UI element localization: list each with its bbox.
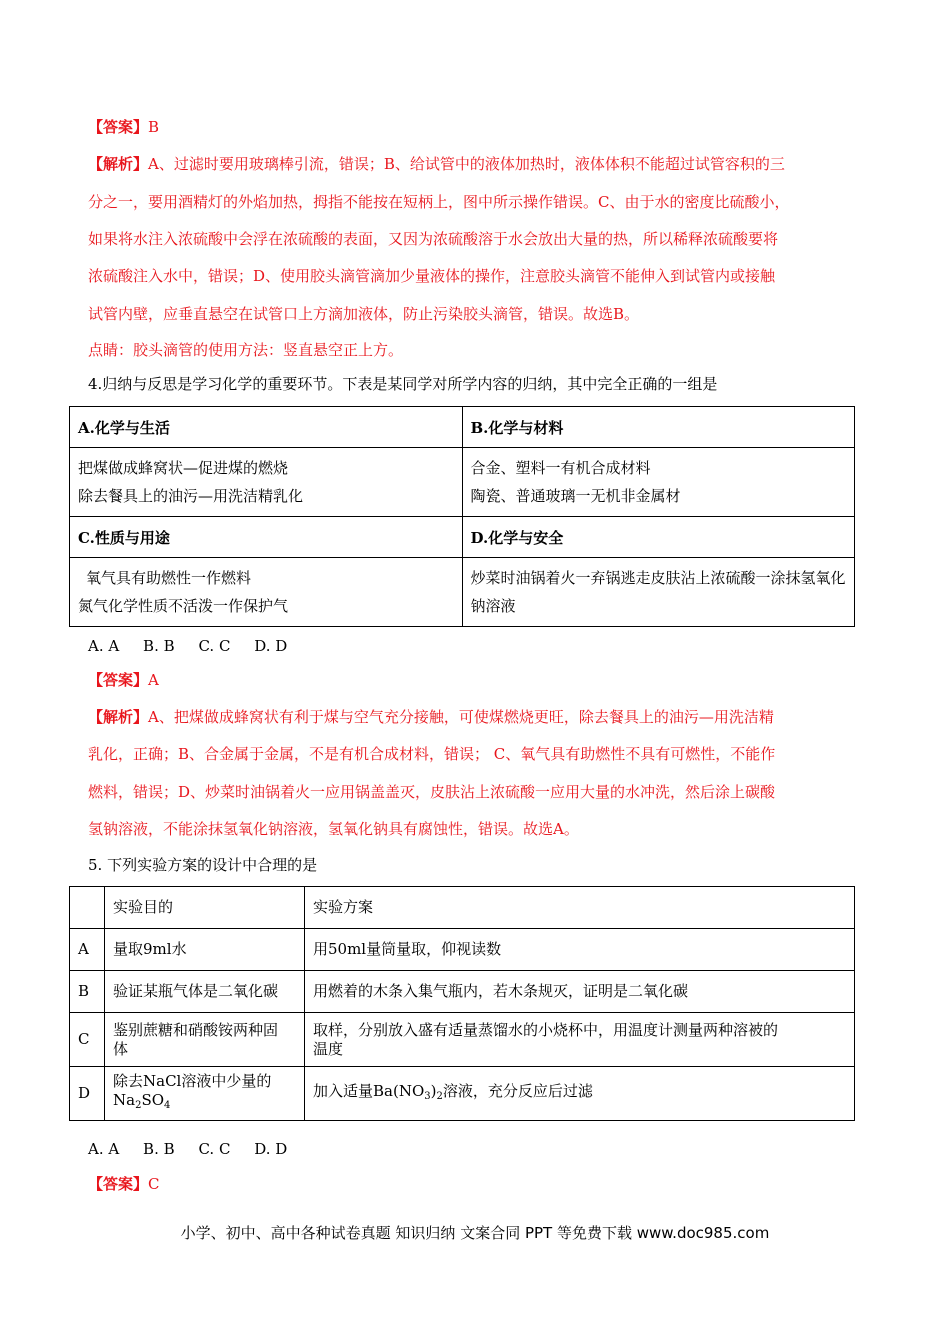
q3-analysis-line-3: 如果将水注入浓硫酸中会浮在浓硫酸的表面，又因为浓硫酸溶于水会放出大量的热，所以稀释浓硫酸要将 [88,230,779,248]
q4-cell-d-body: 炒菜时油锅着火一弃锅逃走皮肤沾上浓硫酸一涂抹氢氧化钠溶液 [462,558,855,627]
q3-analysis-line-2: 分之一，要用酒精灯的外焰加热，拇指不能按在短柄上，图中所示操作错误。C、由于水的密度比硫酸小， [88,193,790,211]
q3-answer [88,117,159,137]
q4-cell-b-body: 合金、塑料一有机合成材料 陶瓷、普通玻璃一无机非金属材 [462,448,855,517]
page-footer: 小学、初中、高中各种试卷真题 知识归纳 文案合同 PPT 等免费下载 www.doc985.com [180,1224,770,1242]
q4-stem: 4.归纳与反思是学习化学的重要环节。下表是某同学对所学内容的归纳，其中完全正确的一组是 [88,375,718,393]
q4-cell-a-body: 把煤做成蜂窝状—促进煤的燃烧 除去餐具上的油污—用洗洁精乳化 [70,448,463,517]
table-row: C 鉴别蔗糖和硝酸铵两种固 体 取样，分别放入盛有适量蒸馏水的小烧杯中，用温度计测量两种溶被的 温度 [70,1013,855,1067]
q5-header-goal: 实验目的 [105,887,305,929]
q5-answer: 【答案】C [88,1175,160,1193]
table-row: A 量取9ml水 用50ml量筒量取，仰视读数 [70,929,855,971]
q4-cell-c-body: 氧气具有助燃性一作燃料 氮气化学性质不活泼一作保护气 [70,558,463,627]
table-row: D 除去NaCl溶液中少量的 $Na_2SO_4$ 加入适量$Ba(NO_3)_2$溶液，充分反应后过滤 [70,1067,855,1121]
q4-answer-value: A [148,671,159,689]
q4-cell-b-title: B.化学与材料 [462,407,855,448]
q3-analysis-line-4: 浓硫酸注入水中，错误；D、使用胶头滴管滴加少量液体的操作，注意胶头滴管不能伸入到试管内或接触 [88,267,776,285]
answer-label: 【答案】 [88,118,149,136]
q3-analysis-line-5: 试管内壁，应垂直悬空在试管口上方滴加液体，防止污染胶头滴管，错误。故选B。 [88,305,640,323]
q4-analysis-line-1: 【解析】A、把煤做成蜂窝状有利于煤与空气充分接触，可使煤燃烧更旺，除去餐具上的油污—用洗洁精 [88,708,774,726]
q4-summary-table [69,406,855,627]
q4-analysis-line-3: 燃料，错误；D、炒菜时油锅着火一应用锅盖盖灭，皮肤沾上浓硫酸一应用大量的水冲洗，然后涂上碳酸 [88,783,776,801]
analysis-label: 【解析】 [88,155,149,173]
q4-cell-d-title: D.化学与安全 [462,517,855,558]
q4-answer: 【答案】A [88,671,159,689]
q3-analysis-line-1: 【解析】A、过滤时要用玻璃棒引流，错误；B、给试管中的液体加热时，液体体积不能超过试管容积的三 [88,155,785,173]
q3-tip: 点睛：胶头滴管的使用方法：竖直悬空正上方。 [88,341,404,359]
q5-options: A. A B. B C. C D. D [88,1140,288,1158]
q4-cell-a-title: A.化学与生活 [70,407,463,448]
table-row: B 验证某瓶气体是二氧化碳 用燃着的木条入集气瓶内，若木条规灭，证明是二氧化碳 [70,971,855,1013]
q5-stem: 5. 下列实验方案的设计中合理的是 [88,856,318,874]
q5-header-plan: 实验方案 [305,887,855,929]
q5-answer-value: C [148,1175,160,1193]
q4-options: A. A B. B C. C D. D [88,637,288,655]
q4-analysis-line-2: 乳化，正确；B、合金属于金属，不是有机合成材料，错误； C、氧气具有助燃性不具有可燃性，不能作 [88,745,776,763]
q3-answer-value: B [148,118,160,136]
q4-analysis-line-4: 氢钠溶液，不能涂抹氢氧化钠溶液，氢氧化钠具有腐蚀性，错误。故选A。 [88,820,579,838]
q5-experiment-table [69,886,855,1121]
q4-cell-c-title: C.性质与用途 [70,517,463,558]
